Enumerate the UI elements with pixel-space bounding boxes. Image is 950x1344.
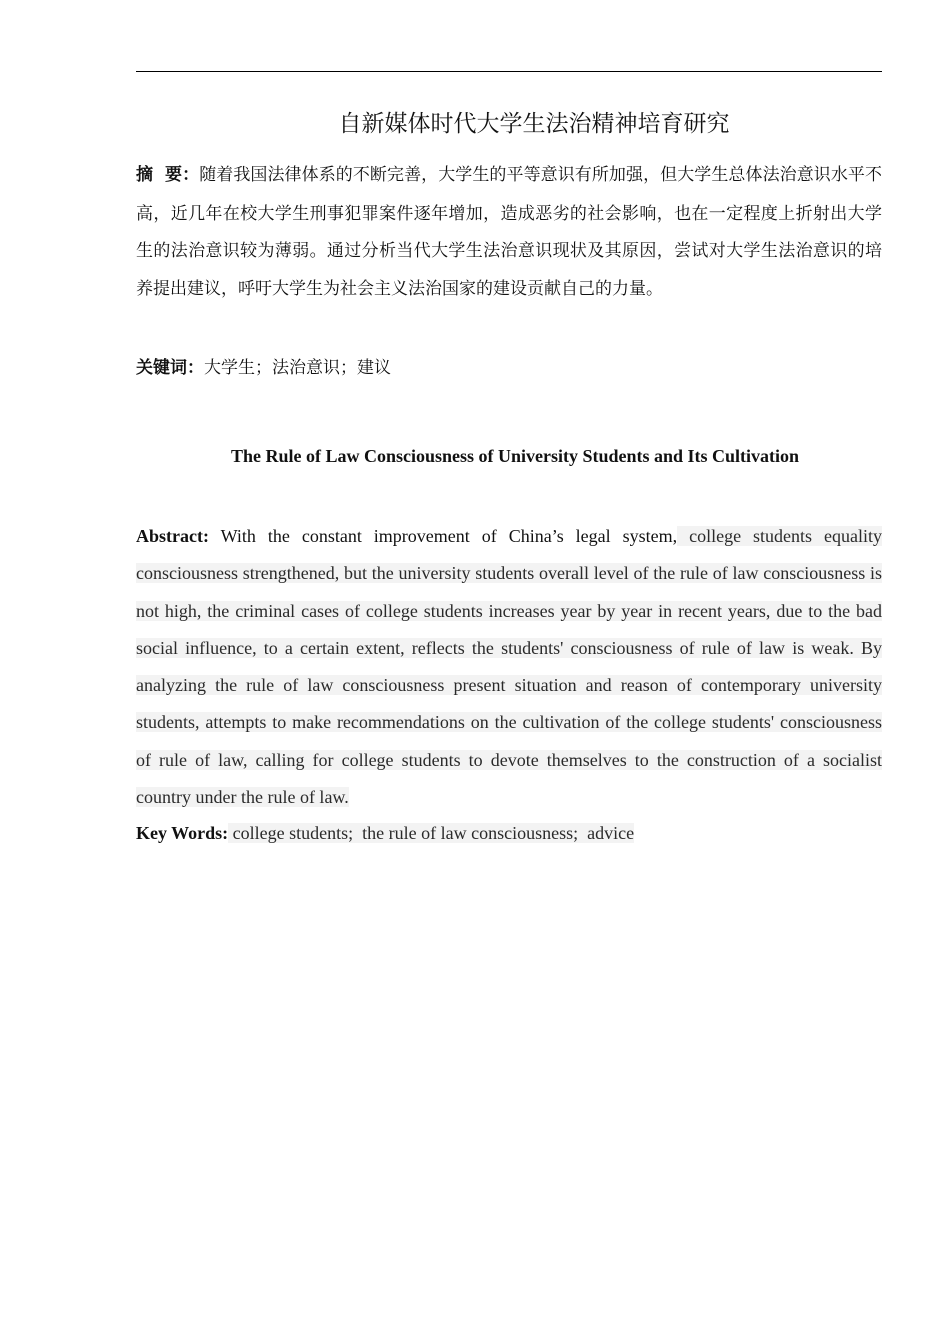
english-abstract-lead: With the constant improvement of China’s legal system, — [208, 526, 678, 546]
chinese-abstract-label: 摘 要： — [136, 165, 200, 185]
chinese-title: 自新媒体时代大学生法治精神培育研究 — [338, 111, 730, 137]
english-keywords — [136, 818, 882, 848]
english-abstract-label: Abstract: — [136, 526, 209, 546]
english-title: The Rule of Law Consciousness of University Students and Its Cultivation — [230, 446, 800, 466]
english-abstract — [136, 518, 882, 816]
header-rule — [136, 71, 882, 72]
chinese-keywords-label: 关键词： — [136, 358, 204, 378]
english-keywords-text: college students; the rule of law consciousness; advice — [228, 823, 635, 843]
chinese-abstract-text: 随着我国法律体系的不断完善，大学生的平等意识有所加强，但大学生总体法治意识水平不高，近几年在校大学生刑事犯罪案件逐年增加，造成恶劣的社会影响，也在一定程度上折射出大学生的法治意识较为薄弱。通过分析当代大学生法治意识现状及其原因，尝试对大学生法治意识的培养提出建议，呼吁大学生为社会主义法治国家的建设贡献自己的力量。 — [136, 165, 882, 298]
chinese-keywords — [136, 350, 882, 386]
chinese-keywords-text: 大学生；法治意识；建议 — [204, 358, 391, 377]
chinese-abstract — [136, 156, 882, 307]
english-abstract-text: college students equality consciousness strengthened, but the university students overall level of the rule of law consciousness is not high, the criminal cases of college students increases year by year in recent years, due to the bad social influence, to a certain extent, reflects the students' consciousness of rule of law is weak. By analyzing the rule of law consciousness present situation and reason of contemporary university students, attempts to make recommendations on the cultivation of the college students' consciousness of rule of law, calling for college students to devote themselves to the construction of a socialist country under the rule of law. — [136, 526, 883, 808]
english-keywords-label: Key Words: — [136, 823, 229, 843]
